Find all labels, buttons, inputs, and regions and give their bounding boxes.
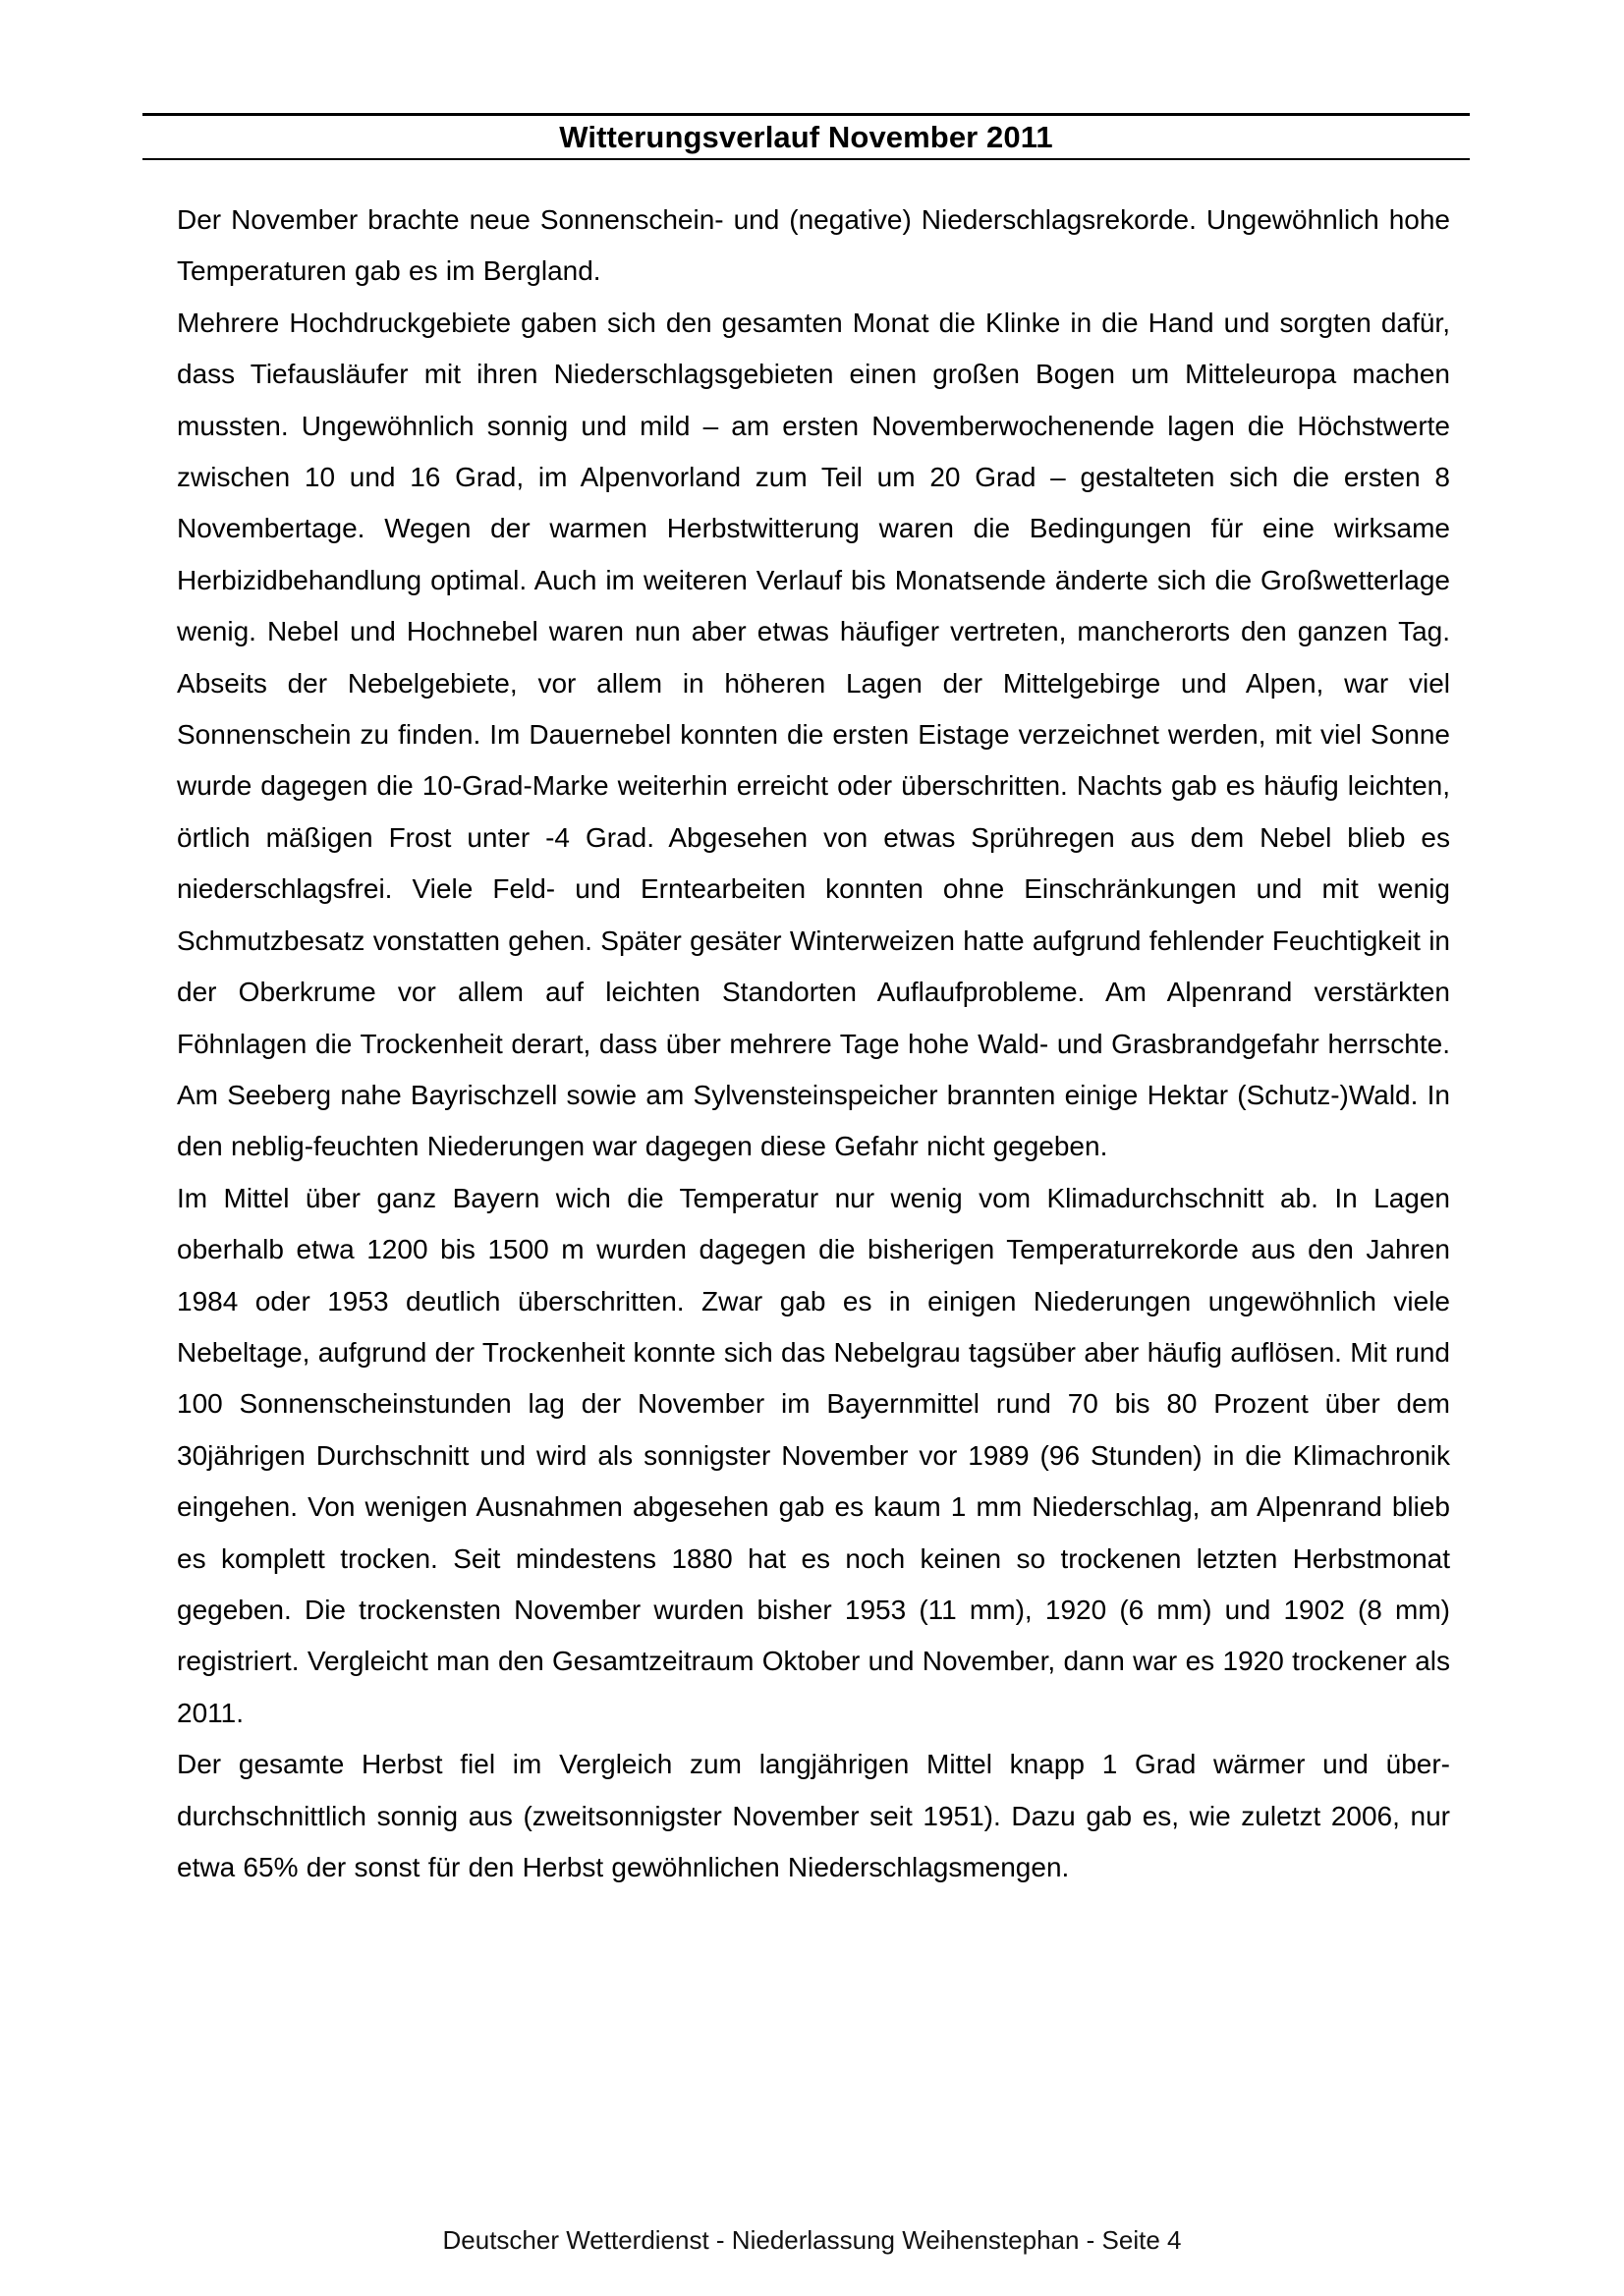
page-footer: Deutscher Wetterdienst - Niederlassung Weihenstephan - Seite 4 <box>442 2225 1182 2255</box>
paragraph-intro: Der November brachte neue Sonnenschein- und (negative) Niederschlagsrekorde. Ungewöhnlich hohe Temperaturen gab es im Bergland. <box>177 204 1450 287</box>
paragraph-climate-stats: Im Mittel über ganz Bayern wich die Temperatur nur wenig vom Klimadurchschnitt ab. In Lagen oberhalb etwa 1200 bis 1500 m wurden dagegen die bisherigen Temperaturrekorde aus den Jahren 1984 oder 1953 deutlich überschritten. Zwar gab es in einigen Niederungen ungewöhnlich viele Nebeltage, aufgrund der Trockenheit konnte sich das Nebelgrau tagsüber aber häufig auflösen. Mit rund 100 Sonnenscheinstunden lag der November im Bayernmittel rund 70 bis 80 Prozent über dem 30jährigen Durchschnitt und wird als sonnigster November vor 1989 (96 Stunden) in die Klimachronik eingehen. Von wenigen Ausnahmen abgesehen gab es kaum 1 mm Niederschlag, am Alpenrand blieb es komplett trocken. Seit mindestens 1880 hat es noch keinen so trockenen letzten Herbstmonat gegeben. Die trockensten November wurden bisher 1953 (11 mm), 1920 (6 mm) und 1902 (8 mm) registriert. Vergleicht man den Gesamtzeitraum Oktober und November, dann war es 1920 trockener als 2011. <box>177 1182 1450 1728</box>
paragraph-autumn-summary: Der gesamte Herbst fiel im Vergleich zum langjährigen Mittel knapp 1 Grad wärmer und überdurchschnittlich sonnig aus (zweitsonnigster November seit 1951). Dazu gab es, wie zuletzt 2006, nur etwa 65% der sonst für den Herbst gewöhnlichen Niederschlagsmengen. <box>177 1749 1450 1882</box>
page-title: Witterungsverlauf November 2011 <box>559 119 1053 154</box>
title-band <box>142 113 1470 160</box>
body-text <box>177 195 1450 1893</box>
paragraph-weather-course: Mehrere Hochdruckgebiete gaben sich den gesamten Monat die Klinke in die Hand und sorgten dafür, dass Tiefausläufer mit ihren Niederschlagsgebieten einen großen Bogen um Mitteleuropa machen mussten. Ungewöhnlich sonnig und mild – am ersten Novemberwochenende lagen die Höchstwerte zwischen 10 und 16 Grad, im Alpenvorland zum Teil um 20 Grad – gestalteten sich die ersten 8 Novembertage. Wegen der warmen Herbstwitterung waren die Bedingungen für eine wirksame Herbizidbehandlung optimal. Auch im weiteren Verlauf bis Monatsende änderte sich die Großwetterlage wenig. Nebel und Hochnebel waren nun aber etwas häufiger vertreten, mancherorts den ganzen Tag. Abseits der Nebelgebiete, vor allem in höheren Lagen der Mittelgebirge und Alpen, war viel Sonnenschein zu finden. Im Dauernebel konnten die ersten Eistage verzeichnet werden, mit viel Sonne wurde dagegen die 10-Grad-Marke weiterhin erreicht oder überschritten. Nachts gab es häufig leichten, örtlich mäßigen Frost unter -4 Grad. Abgesehen von etwas Sprühregen aus dem Nebel blieb es niederschlagsfrei. Viele Feld- und Erntearbeiten konnten ohne Einschränkungen und mit wenig Schmutzbesatz vonstatten gehen. Später gesäter Winterweizen hatte aufgrund fehlender Feuchtigkeit in der Oberkrume vor allem auf leichten Standorten Auflaufprobleme. Am Alpenrand verstärkten Föhnlagen die Trockenheit derart, dass über mehrere Tage hohe Wald- und Grasbrandgefahr herrschte. Am Seeberg nahe Bayrischzell sowie am Sylvensteinspeicher brannten einige Hektar (Schutz-)Wald. In den neblig-feuchten Niederungen war dagegen diese Gefahr nicht gegeben. <box>177 307 1450 1162</box>
